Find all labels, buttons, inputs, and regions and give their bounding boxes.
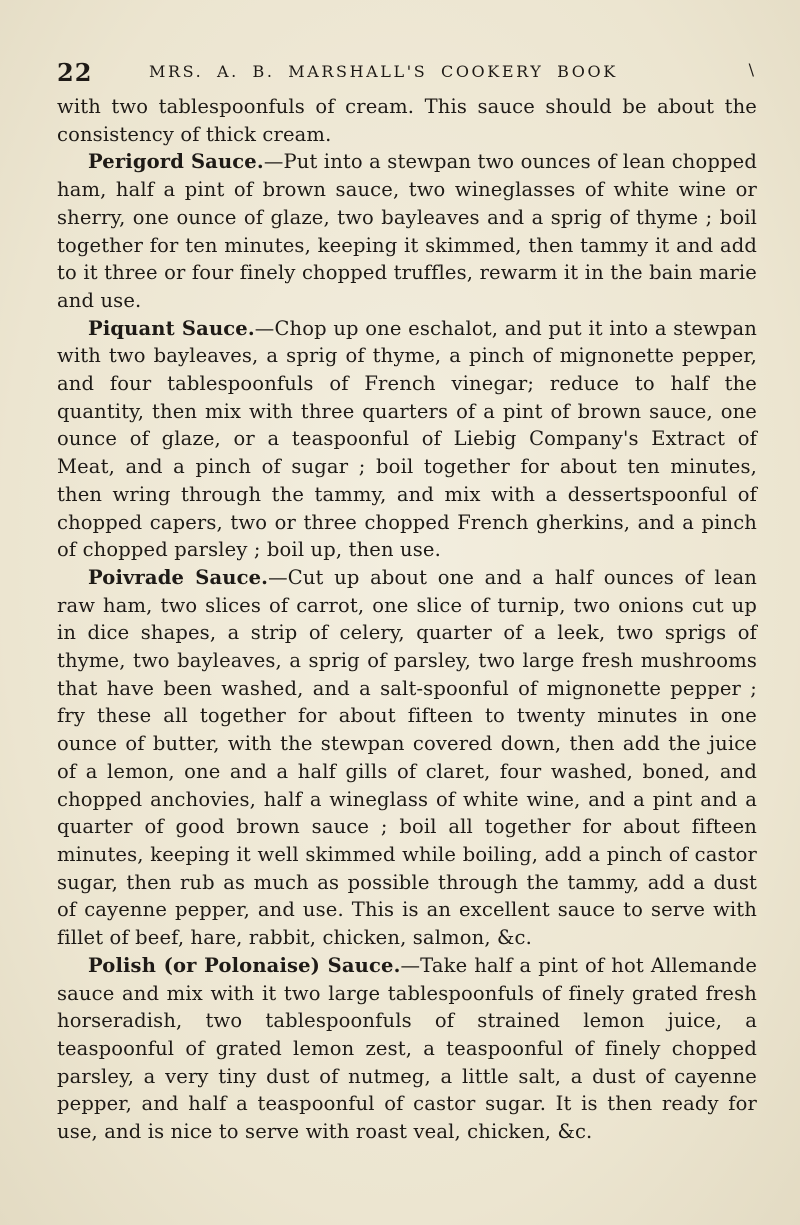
paragraph-continuation [57, 93, 757, 148]
paragraph-text: —Put into a stewpan two ounces of lean chopped ham, half a pint of brown sauce, two wineglasses of white wine or sherry, one ounce of glaze, two bayleaves and a sprig of thyme ; boil together for ten minutes, keeping it skimmed, then tammy it and add to it three or four finely chopped truffles, rewarm it in the bain marie and use. [57, 150, 757, 312]
page-body [57, 93, 757, 1146]
paragraph-text: —Cut up about one and a half ounces of lean raw ham, two slices of carrot, one slice of turnip, two onions cut up in dice shapes, a strip of celery, quarter of a leek, two sprigs of thyme, two bayleaves, a sprig of parsley, two large fresh mushrooms that have been washed, and a salt-spoonful of mignonette pepper ; fry these all together for about fifteen to twenty minutes in one ounce of butter, with the stewpan covered down, then add the juice of a lemon, one and a half gills of claret, four washed, boned, and chopped anchovies, half a wineglass of white wine, and a pint and a quarter of good brown sauce ; boil all together for about fifteen minutes, keeping it well skimmed while boiling, add a pinch of castor sugar, then rub as much as possible through the tammy, add a dust of cayenne pepper, and use. This is an excellent sauce to serve with fillet of beef, hare, rabbit, chicken, salmon, &c. [57, 565, 757, 950]
recipe-title: Piquant Sauce. [88, 316, 255, 340]
recipe-title: Perigord Sauce. [88, 150, 264, 174]
recipe-title: Polish (or Polonaise) Sauce. [88, 953, 401, 977]
paragraph-piquant-sauce [57, 315, 757, 564]
paragraph-text: —Chop up one eschalot, and put it into a stewpan with two bayleaves, a sprig of thyme, a pinch of mignonette pepper, and four tablespoonfuls of French vinegar; reduce to half the quantity, then mix with three quarters of a pint of brown sauce, one ounce of glaze, or a teaspoonful of Liebig Company's Extract of Meat, and a pinch of sugar ; boil together for about ten minutes, then wring through the tammy, and mix with a dessertspoonful of chopped capers, two or three chopped French gherkins, and a pinch of chopped parsley ; boil up, then use. [57, 316, 757, 562]
running-title: MRS. A. B. MARSHALL'S COOKERY BOOK [149, 62, 618, 81]
recipe-title: Poivrade Sauce. [88, 565, 269, 589]
page-header [57, 58, 754, 88]
paragraph-polish-sauce [57, 952, 757, 1146]
header-mark: \ [748, 60, 754, 79]
paragraph-poivrade-sauce [57, 564, 757, 952]
paragraph-text: with two tablespoonfuls of cream. This sauce should be about the consistency of thick cream. [57, 95, 757, 146]
paragraph-text: —Take half a pint of hot Allemande sauce and mix with it two large tablespoonfuls of finely grated fresh horseradish, two tablespoonfuls of strained lemon juice, a teaspoonful of grated lemon zest, a teaspoonful of finely chopped parsley, a very tiny dust of nutmeg, a little salt, a dust of cayenne pepper, and half a teaspoonful of castor sugar. It is then ready for use, and is nice to serve with roast veal, chicken, &c. [57, 953, 758, 1144]
paragraph-perigord-sauce [57, 148, 757, 314]
page-number: 22 [57, 58, 93, 87]
